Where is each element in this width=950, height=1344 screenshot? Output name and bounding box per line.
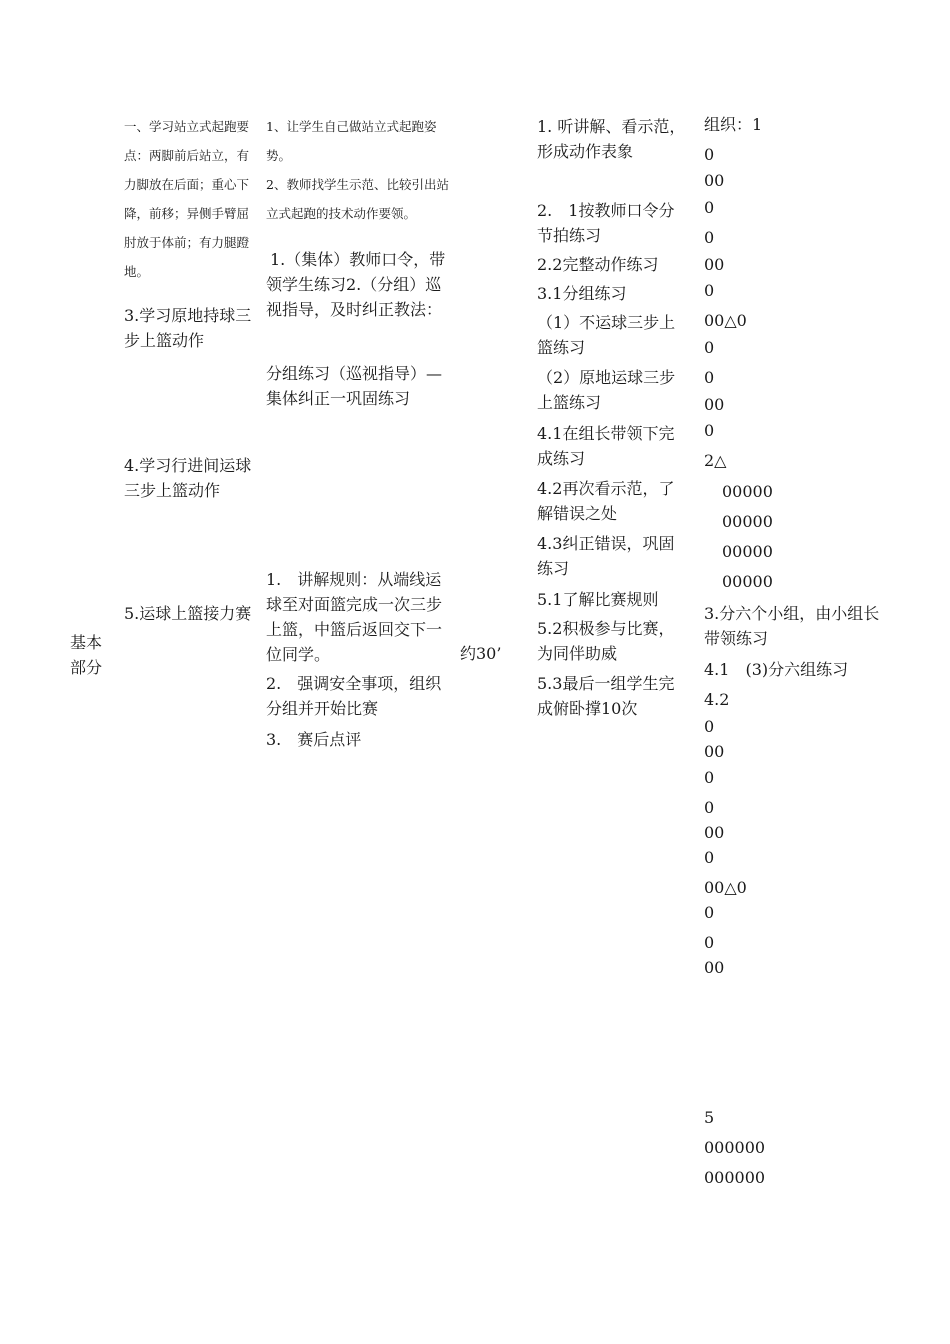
- org-line: 00: [704, 742, 725, 761]
- student-item-11: 5.2积极参与比赛，为同伴助威: [537, 619, 675, 663]
- teacher-step-4: 分组练习（巡视指导）—集体纠正一巩固练习: [266, 364, 443, 408]
- org-line: 4.2: [704, 690, 730, 709]
- time-value: 约30’: [460, 644, 502, 663]
- student-item-7: 4.1在组长带领下完成练习: [537, 424, 675, 468]
- org-line: 0: [704, 421, 715, 440]
- teacher-step-7: 3. 赛后点评: [266, 730, 362, 749]
- student-item-9: 4.3纠正错误，巩固练习: [537, 534, 675, 578]
- org-note-2: 4.1 (3)分六组练习: [704, 660, 849, 679]
- student-item-5: （1）不运球三步上篮练习: [537, 313, 676, 357]
- org-line: 组织：1: [704, 115, 763, 134]
- student-item-12: 5.3最后一组学生完成俯卧撑10次: [537, 674, 675, 718]
- teacher-step-2: 2、教师找学生示范、比较引出站立式起跑的技术动作要领。: [266, 177, 449, 221]
- org-line: 00000: [722, 542, 773, 561]
- org-line: 2△: [704, 451, 727, 470]
- org-note-1: 3.分六个小组，由小组长带领练习: [704, 604, 880, 648]
- org-line: 0: [704, 145, 715, 164]
- org-line: 00000: [722, 482, 773, 501]
- org-line: 0: [704, 798, 715, 817]
- section-label: 基本部分: [70, 633, 103, 677]
- org-line: 0: [704, 903, 715, 922]
- org-line: 0: [704, 198, 715, 217]
- org-line: 00000: [722, 512, 773, 531]
- student-item-1: 1. 听讲解、看示范，形成动作表象: [537, 117, 686, 161]
- org-line: 0: [704, 768, 715, 787]
- student-item-10: 5.1了解比赛规则: [537, 590, 659, 609]
- org-line: 00: [704, 395, 725, 414]
- org-diagram-1: [704, 112, 894, 474]
- org-line: 00: [704, 823, 725, 842]
- org-line: 000000: [704, 1138, 766, 1157]
- org-line: 0: [704, 717, 715, 736]
- org-line: 00: [704, 171, 725, 190]
- content-item-1: 一、学习站立式起跑要点：两脚前后站立，有力脚放在后面；重心下降，前移；异侧手臂屈肘放于体前；有力腿蹬地。: [124, 119, 250, 279]
- org-line: 0: [704, 848, 715, 867]
- org-diagram-4: [704, 1105, 894, 1195]
- content-item-4: 4.学习行进间运球三步上篮动作: [124, 456, 252, 500]
- student-item-6: （2）原地运球三步上篮练习: [537, 368, 676, 412]
- org-line: 0: [704, 338, 715, 357]
- org-line: 00△0: [704, 878, 747, 897]
- teacher-step-1: 1、让学生自己做站立式起跑姿势。: [266, 119, 437, 163]
- org-line: 00: [704, 255, 725, 274]
- student-item-8: 4.2再次看示范，了解错误之处: [537, 479, 675, 523]
- org-line: 00000: [722, 572, 773, 591]
- teacher-step-5: 1. 讲解规则：从端线运球至对面篮完成一次三步上篮，中篮后返回交下一位同学。: [266, 570, 443, 664]
- org-line: 00△0: [704, 311, 747, 330]
- teacher-step-3: 1.（集体）教师口令，带领学生练习2.（分组）巡视指导，及时纠正教法：: [266, 250, 446, 319]
- student-item-4: 3.1分组练习: [537, 284, 627, 303]
- content-item-3: 3.学习原地持球三步上篮动作: [124, 306, 252, 350]
- org-line: 000000: [704, 1168, 766, 1187]
- org-line: 00: [704, 958, 725, 977]
- student-item-3: 2.2完整动作练习: [537, 255, 659, 274]
- org-diagram-3: [704, 687, 894, 980]
- teacher-step-6: 2. 强调安全事项，组织分组并开始比赛: [266, 674, 442, 718]
- org-diagram-2: [722, 479, 912, 599]
- student-item-2: 2. 1按教师口令分节拍练习: [537, 201, 675, 245]
- org-line: 5: [704, 1108, 715, 1127]
- org-line: 0: [704, 228, 715, 247]
- content-item-5: 5.运球上篮接力赛: [124, 604, 252, 623]
- org-line: 0: [704, 933, 715, 952]
- org-line: 0: [704, 368, 715, 387]
- org-line: 0: [704, 281, 715, 300]
